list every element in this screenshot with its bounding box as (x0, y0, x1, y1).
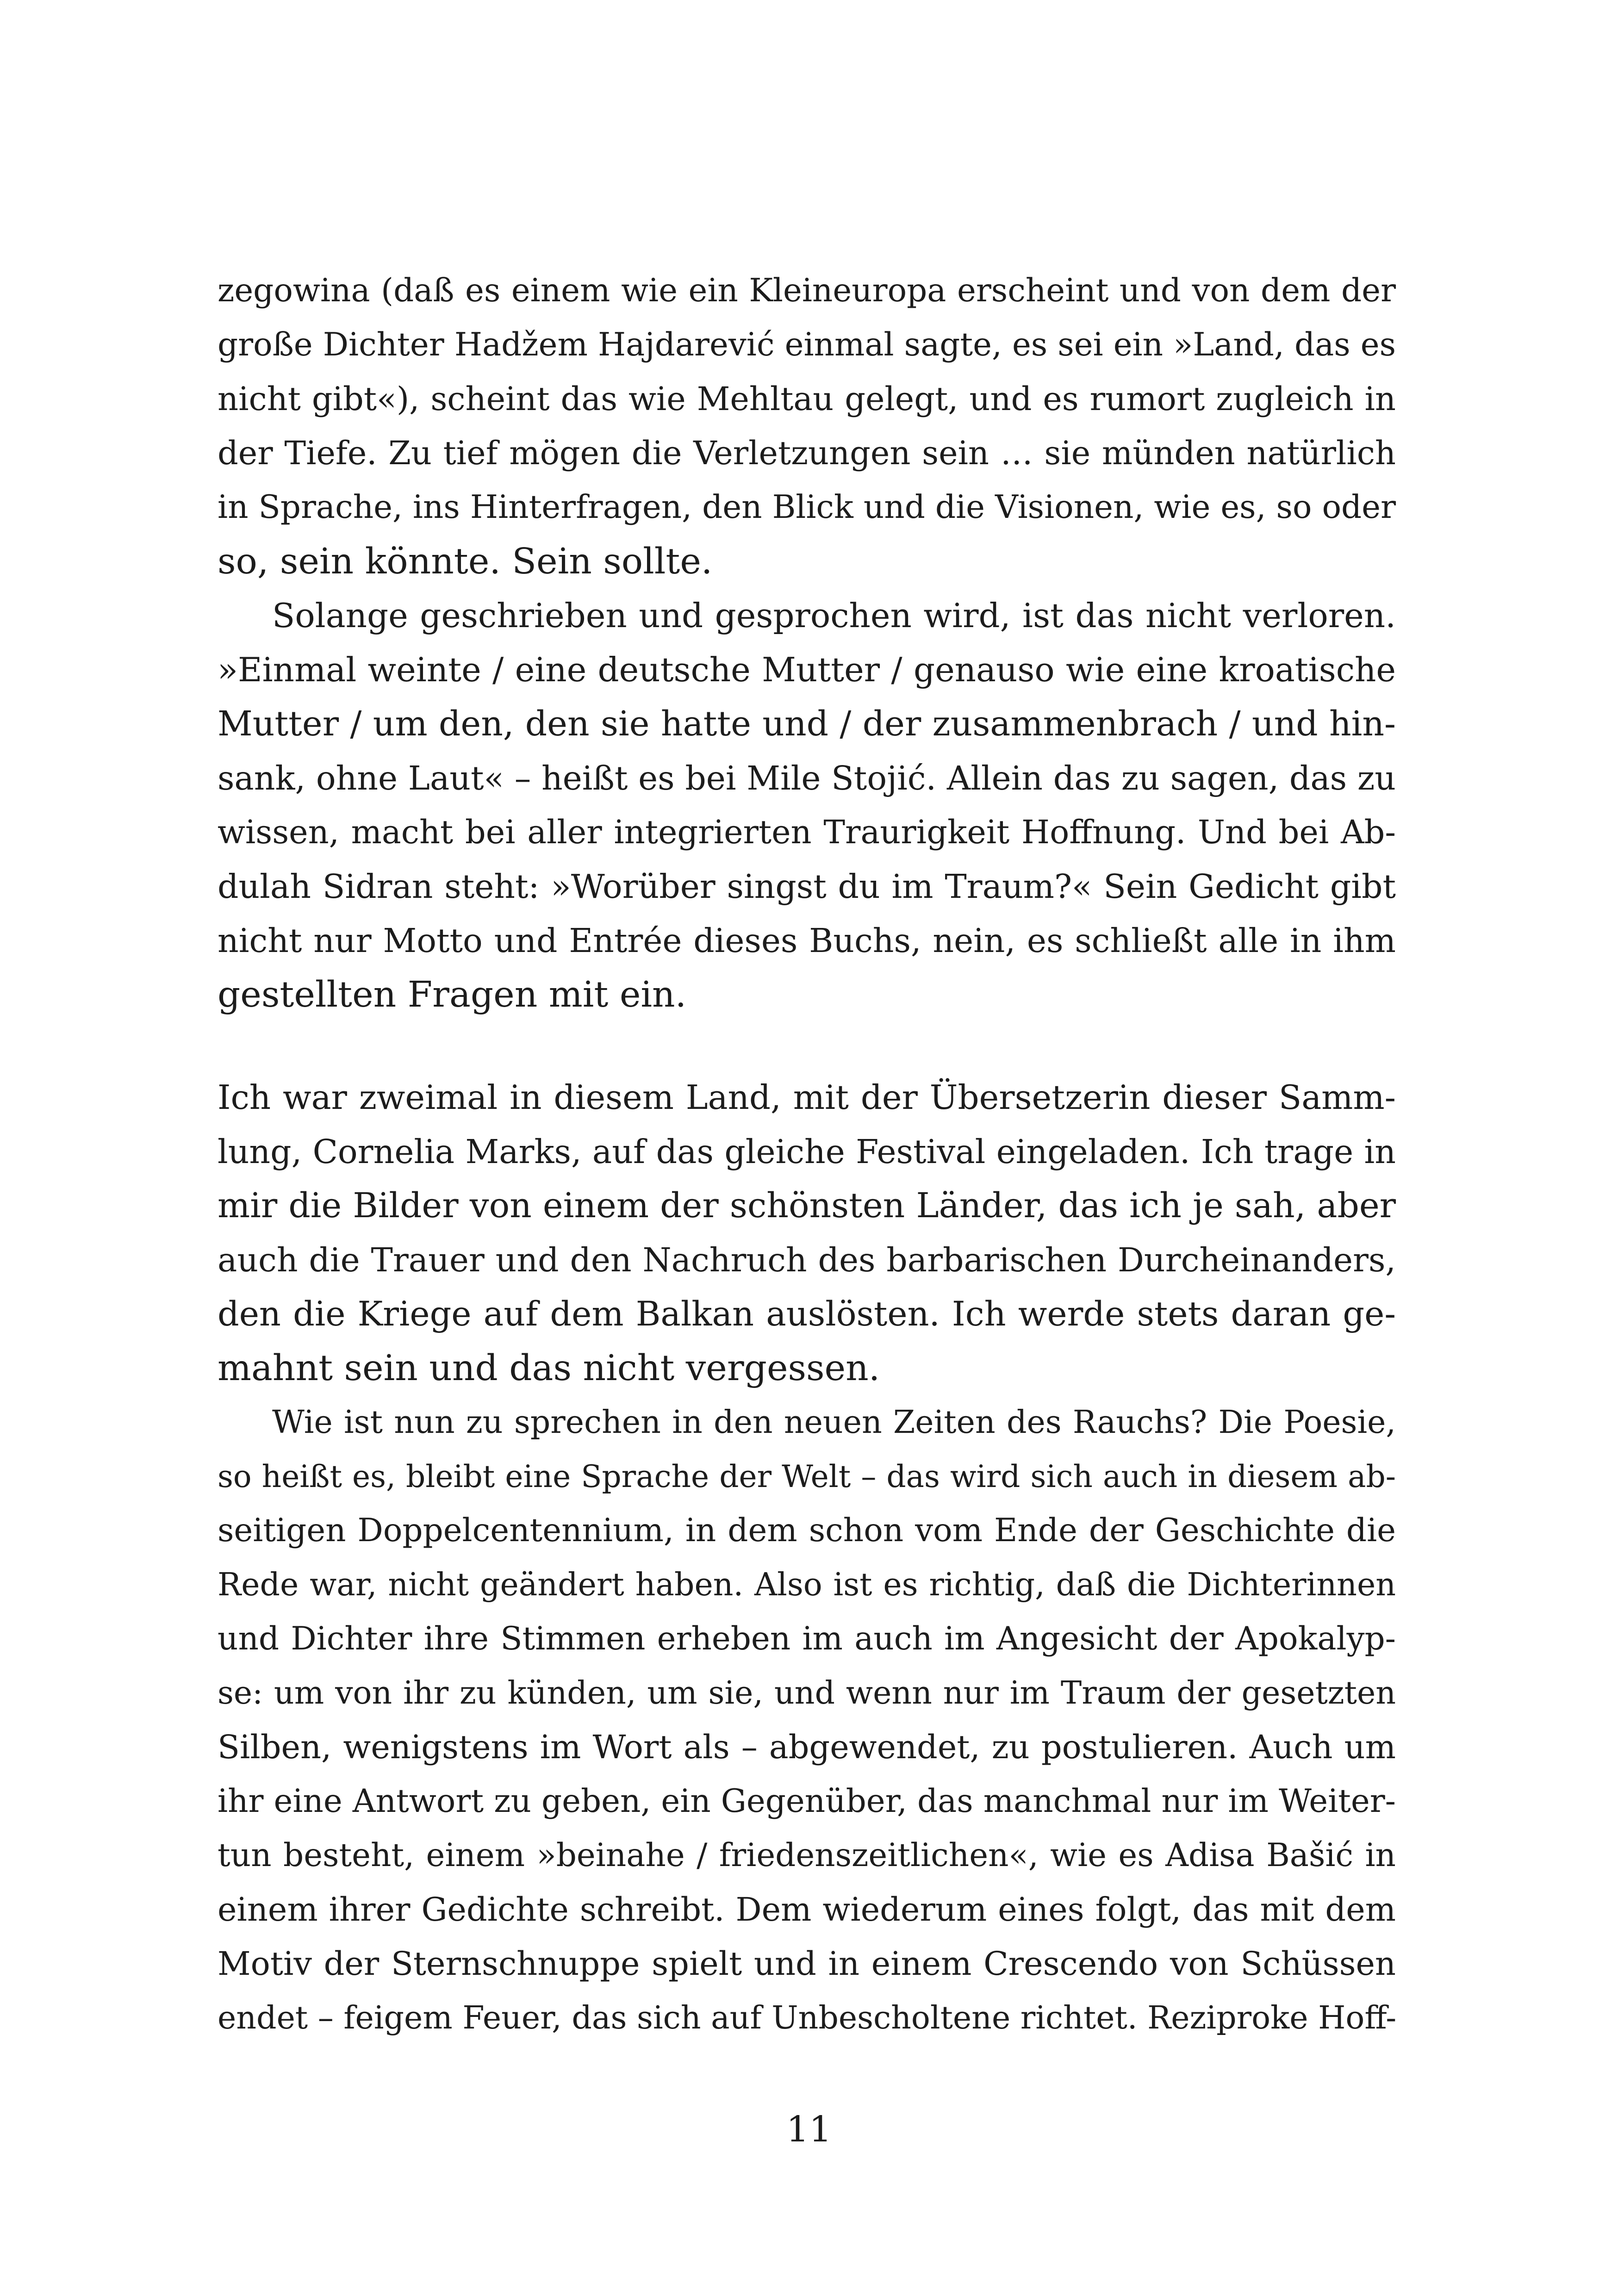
text-line: einem ihrer Gedichte schreibt. Dem wiederum eines folgt, das mit dem (218, 1891, 1396, 1929)
text-line: mir die Bilder von einem der schönsten Länder, das ich je sah, aber (218, 1186, 1396, 1226)
text-line: se: um von ihr zu künden, um sie, und wenn nur im Traum der gesetzten (218, 1675, 1396, 1711)
text-line: der Tiefe. Zu tief mögen die Verletzungen sein … sie münden natürlich (218, 434, 1396, 472)
text-line: auch die Trauer und den Nachruch des barbarischen Durcheinanders, (218, 1241, 1396, 1279)
text-line: Solange geschrieben und gesprochen wird, ist das nicht verloren. (272, 596, 1396, 635)
text-line: so heißt es, bleibt eine Sprache der Welt – das wird sich auch in diesem ab- (218, 1459, 1396, 1494)
text-line: dulah Sidran steht: »Worüber singst du im Traum?« Sein Gedicht gibt (218, 867, 1396, 906)
text-line: lung, Cornelia Marks, auf das gleiche Festival eingeladen. Ich trage in (218, 1132, 1396, 1171)
text-line: zegowina (daß es einem wie ein Kleineuropa erscheint und von dem der (218, 272, 1396, 309)
text-line: mahnt sein und das nicht vergessen. (218, 1348, 880, 1389)
text-line: so, sein könnte. Sein sollte. (218, 541, 713, 582)
text-line: wissen, macht bei aller integrierten Traurigkeit Hoffnung. Und bei Ab- (218, 813, 1396, 851)
text-line: ihr eine Antwort zu geben, ein Gegenüber, das manchmal nur im Weiter- (218, 1783, 1396, 1820)
text-line: Motiv der Sternschnuppe spielt und in einem Crescendo von Schüssen (218, 1945, 1396, 1983)
text-line: nicht nur Motto und Entrée dieses Buchs, nein, es schließt alle in ihm (218, 921, 1396, 960)
text-line: gestellten Fragen mit ein. (218, 974, 687, 1015)
page-number: 11 (786, 2109, 832, 2150)
text-line: den die Kriege auf dem Balkan auslösten. Ich werde stets daran ge- (218, 1294, 1396, 1334)
text-line: Ich war zweimal in diesem Land, mit der Übersetzerin dieser Samm- (218, 1078, 1396, 1117)
text-line: in Sprache, ins Hinterfragen, den Blick und die Visionen, wie es, so oder (218, 489, 1396, 526)
text-line: nicht gibt«), scheint das wie Mehltau gelegt, und es rumort zugleich in (218, 380, 1396, 418)
text-line: Rede war, nicht geändert haben. Also ist es richtig, daß die Dichterinnen (218, 1567, 1396, 1603)
text-line: endet – feigem Feuer, das sich auf Unbescholtene richtet. Reziproke Hoff- (218, 2000, 1397, 2036)
text-line: große Dichter Hadžem Hajdarević einmal sagte, es sei ein »Land, das es (218, 326, 1396, 363)
text-line: und Dichter ihre Stimmen erheben im auch im Angesicht der Apokalyp- (218, 1620, 1396, 1657)
text-line: Silben, wenigstens im Wort als – abgewendet, zu postulieren. Auch um (218, 1728, 1396, 1766)
text-line: Wie ist nun zu sprechen in den neuen Zeiten des Rauchs? Die Poesie, (272, 1404, 1396, 1441)
text-line: sank, ohne Laut« – heißt es bei Mile Stojić. Allein das zu sagen, das zu (218, 759, 1396, 797)
text-line: seitigen Doppelcentennium, in dem schon vom Ende der Geschichte die (218, 1512, 1396, 1549)
text-line: »Einmal weinte / eine deutsche Mutter / genauso wie eine kroatische (218, 650, 1396, 689)
text-line: tun besteht, einem »beinahe / friedenszeitlichen«, wie es Adisa Bašić in (218, 1837, 1396, 1874)
text-line: Mutter / um den, den sie hatte und / der zusammenbrach / und hin- (218, 704, 1396, 744)
